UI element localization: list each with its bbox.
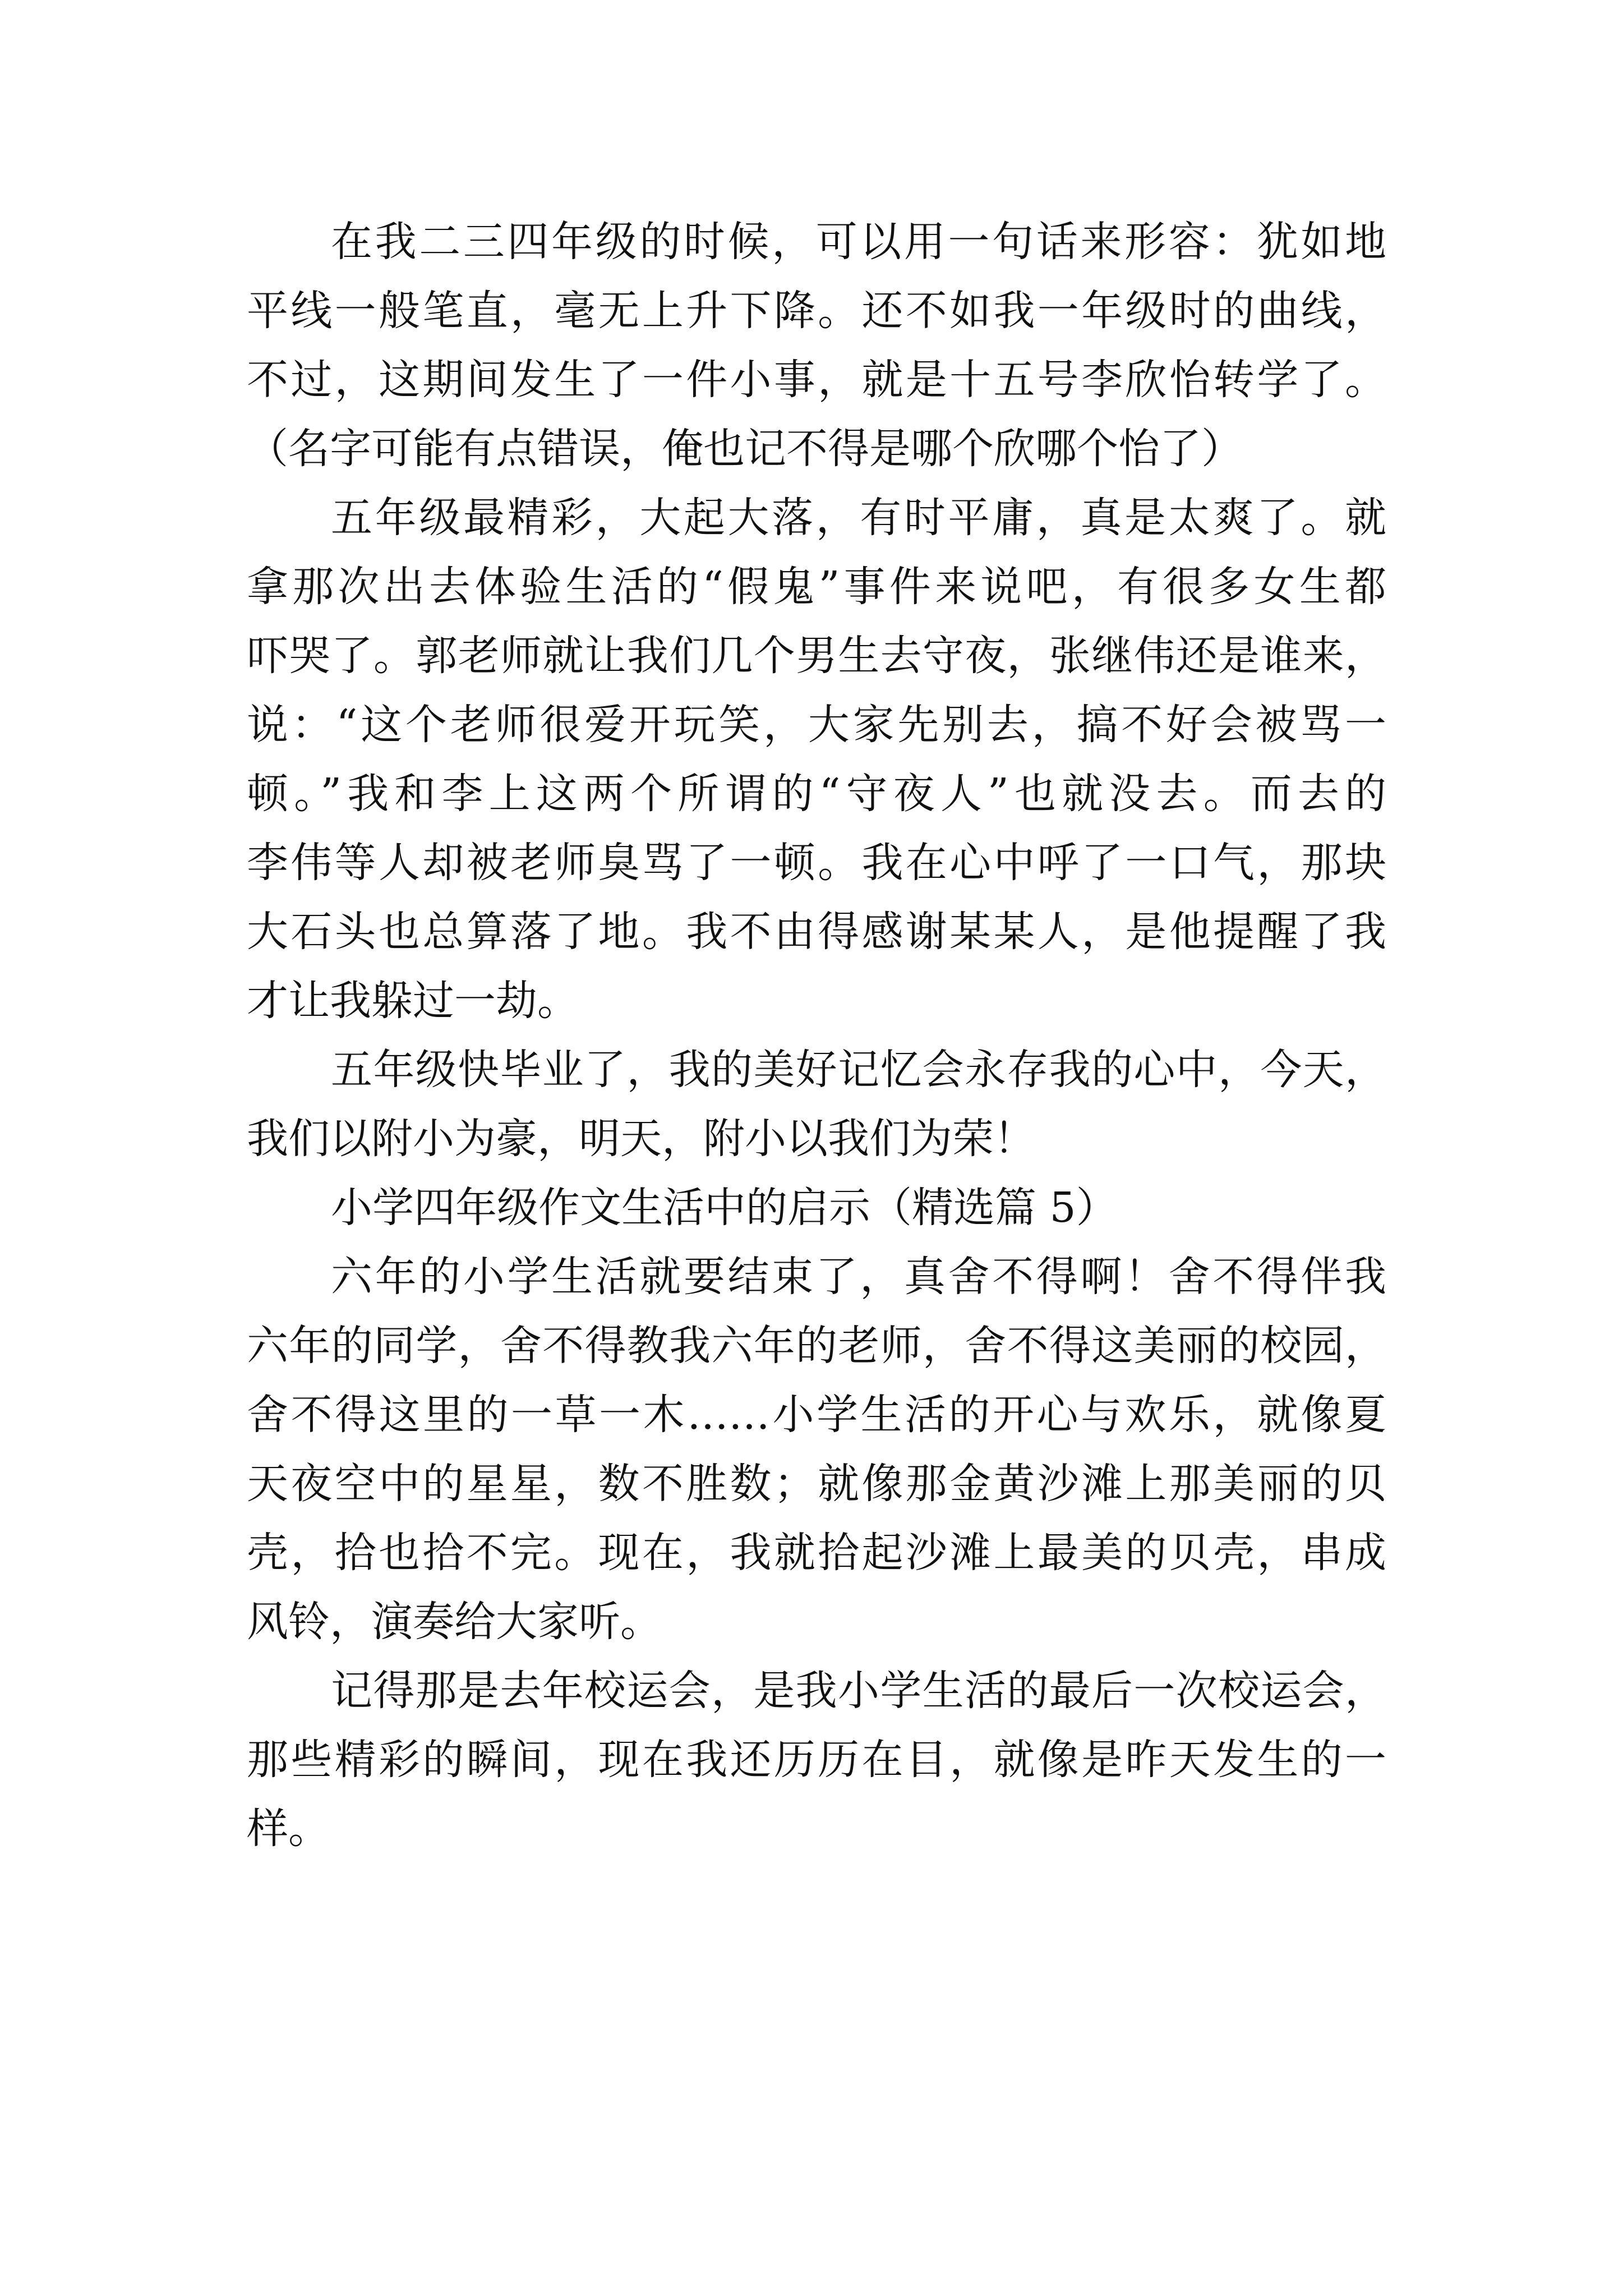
body-text: [247, 208, 1386, 1864]
text-line: 说：“这个老师很爱开玩笑，大家先别去，搞不好会被骂一: [247, 701, 1386, 749]
text-line: 五年级最精彩，大起大落，有时平庸，真是太爽了。就: [331, 494, 1386, 542]
text-line: 顿。”我和李上这两个所谓的“守夜人”也就没去。而去的: [247, 770, 1386, 818]
text-line: 吓哭了。郭老师就让我们几个男生去守夜，张继伟还是谁来，: [247, 632, 1386, 680]
text-line: 舍不得这里的一草一木……小学生活的开心与欢乐，就像夏: [247, 1391, 1386, 1439]
text-line: 平线一般笔直，毫无上升下降。还不如我一年级时的曲线，: [247, 287, 1386, 335]
text-line: 才让我躲过一劫。: [247, 977, 579, 1025]
text-line: 记得那是去年校运会，是我小学生活的最后一次校运会，: [331, 1667, 1386, 1715]
text-line: 大石头也总算落了地。我不由得感谢某某人，是他提醒了我: [247, 908, 1386, 956]
text-line: 那些精彩的瞬间，现在我还历历在目，就像是昨天发生的一: [247, 1736, 1386, 1784]
text-line: 样。: [247, 1805, 330, 1853]
text-line: 天夜空中的星星，数不胜数；就像那金黄沙滩上那美丽的贝: [247, 1460, 1386, 1508]
text-line: 六年的同学，舍不得教我六年的老师，舍不得这美丽的校园，: [247, 1322, 1386, 1370]
text-line: 风铃，演奏给大家听。: [247, 1598, 662, 1646]
text-line: 六年的小学生活就要结束了，真舍不得啊！舍不得伴我: [331, 1253, 1386, 1301]
text-line: 在我二三四年级的时候，可以用一句话来形容：犹如地: [331, 218, 1386, 266]
section-heading: 小学四年级作文生活中的启示（精选篇 5）: [331, 1184, 1118, 1232]
text-line: （名字可能有点错误，俺也记不得是哪个欣哪个怡了）: [247, 425, 1243, 473]
text-line: 拿那次出去体验生活的“假鬼”事件来说吧，有很多女生都: [247, 563, 1386, 611]
text-line: 李伟等人却被老师臭骂了一顿。我在心中呼了一口气，那块: [247, 839, 1386, 887]
text-line: 五年级快毕业了，我的美好记忆会永存我的心中，今天，: [331, 1046, 1386, 1094]
text-line: 我们以附小为豪，明天，附小以我们为荣！: [247, 1115, 1035, 1163]
text-line: 不过，这期间发生了一件小事，就是十五号李欣怡转学了。: [247, 356, 1386, 404]
text-line: 壳，拾也拾不完。现在，我就拾起沙滩上最美的贝壳，串成: [247, 1529, 1386, 1577]
